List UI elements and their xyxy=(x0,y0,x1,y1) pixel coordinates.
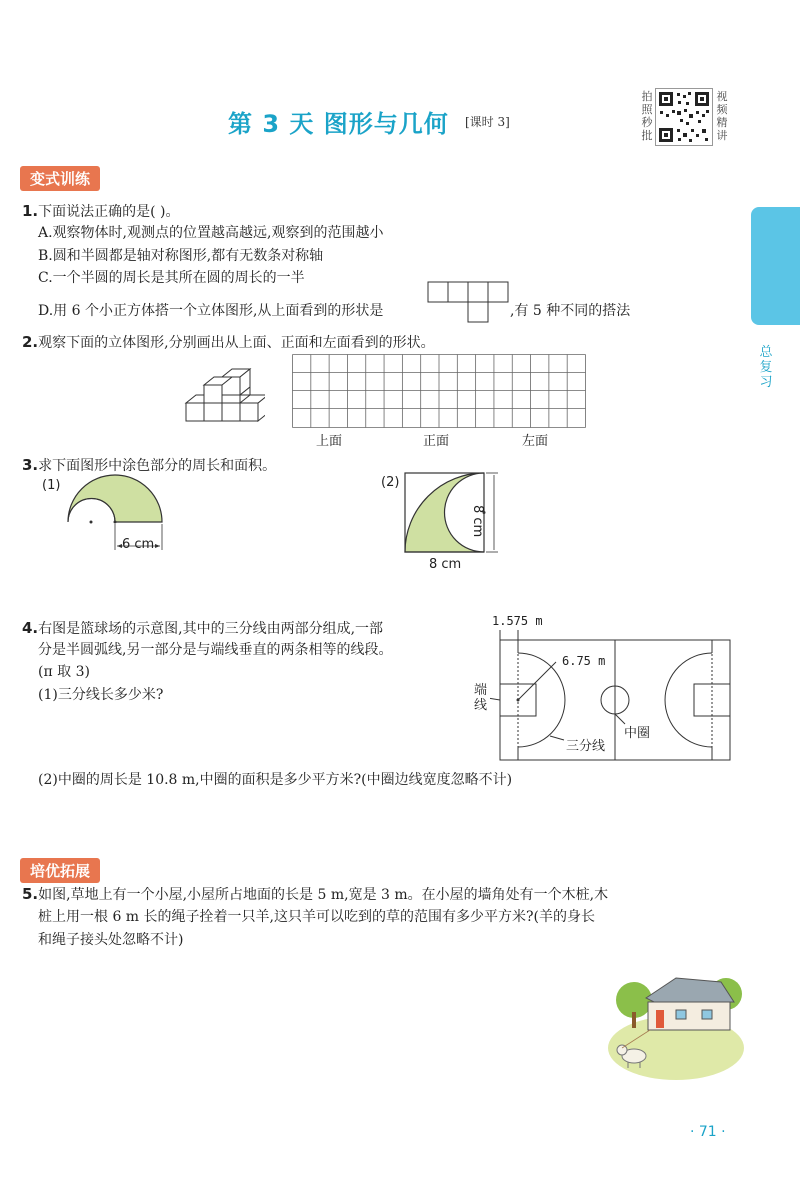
answer-grid[interactable] xyxy=(292,354,586,428)
figure-1-dimension: 6 cm xyxy=(122,537,155,552)
question-5-line2: 桩上用一根 6 m 长的绳子拴着一只羊,这只羊可以吃到的草的范围有多少平方米?(羊的身长 xyxy=(38,909,595,925)
court-dim-top: 1.575 m xyxy=(492,614,543,628)
side-tab[interactable] xyxy=(751,207,800,325)
figure-1-label: (1) xyxy=(42,478,61,493)
question-stem-line1: 右图是篮球场的示意图,其中的三分线由两部分组成,一部 xyxy=(38,621,384,637)
view-label-left: 左面 xyxy=(522,434,549,449)
view-label-top: 上面 xyxy=(316,434,343,449)
label-three-point-line: 三分线 xyxy=(566,739,606,754)
top-view-shape xyxy=(427,281,509,323)
figure-2-label: (2) xyxy=(381,475,400,490)
view-label-front: 正面 xyxy=(423,434,450,449)
label-center-circle: 中圈 xyxy=(624,726,651,741)
question-number: 5. xyxy=(22,885,39,903)
house-and-sheep-illustration xyxy=(606,968,746,1083)
figure-2-bottom-dimension: 8 cm xyxy=(429,557,462,572)
qr-code-icon[interactable] xyxy=(655,88,713,146)
basketball-court-diagram xyxy=(490,628,740,768)
question-number: 1. xyxy=(22,202,39,220)
court-dim-radius: 6.75 m xyxy=(562,654,606,668)
label-endline: 端线 xyxy=(474,683,488,713)
question-stem: 下面说法正确的是( )。 xyxy=(38,204,180,220)
figure-2-shaded-arcs xyxy=(400,472,510,558)
qr-left-text: 拍照秒批 xyxy=(641,90,653,142)
question-1 xyxy=(22,201,180,222)
figure-2-side-dimension: 8 cm xyxy=(470,505,485,538)
question-5-line3: 和绳子接头处忽略不计) xyxy=(38,932,184,948)
question-4-sub-2: (2)中圈的周长是 10.8 m,中圈的面积是多少平方米?(中圈边线宽度忽略不计) xyxy=(38,772,513,788)
side-tab-label: 总复习 xyxy=(759,345,773,390)
qr-right-text: 视频精讲 xyxy=(716,90,728,142)
option-c[interactable]: C.一个半圆的周长是其所在圆的周长的一半 xyxy=(38,270,305,286)
section-badge-practice: 变式训练 xyxy=(20,166,100,191)
option-a[interactable]: A.观察物体时,观测点的位置越高越远,观察到的范围越小 xyxy=(38,225,384,241)
question-stem: 求下面图形中涂色部分的周长和面积。 xyxy=(38,458,277,474)
page-number: · 71 · xyxy=(690,1124,726,1140)
question-4-sub-1: (1)三分线长多少米? xyxy=(38,687,164,703)
question-number: 4. xyxy=(22,619,39,637)
question-4-stem-line2: 分是半圆弧线,另一部分是与端线垂直的两条相等的线段。 xyxy=(38,642,393,658)
cube-stack-figure xyxy=(180,365,265,425)
option-b[interactable]: B.圆和半圆都是轴对称图形,都有无数条对称轴 xyxy=(38,248,324,264)
section-badge-extension: 培优拓展 xyxy=(20,858,100,883)
question-stem: 观察下面的立体图形,分别画出从上面、正面和左面看到的形状。 xyxy=(38,335,435,351)
option-d-text: D.用 6 个小正方体搭一个立体图形,从上面看到的形状是 xyxy=(38,303,384,319)
question-number: 2. xyxy=(22,333,39,351)
option-d[interactable] xyxy=(38,300,383,320)
question-5 xyxy=(22,884,608,905)
question-2 xyxy=(22,332,435,353)
option-d-suffix: ,有 5 种不同的搭法 xyxy=(510,303,631,319)
lesson-tag: [课时 3] xyxy=(465,115,510,129)
page-title: 第 3 天 图形与几何 xyxy=(228,110,449,138)
question-number: 3. xyxy=(22,456,39,474)
pi-note: (π 取 3) xyxy=(38,664,90,680)
question-stem-line1: 如图,草地上有一个小屋,小屋所占地面的长是 5 m,宽是 3 m。在小屋的墙角处有一个木桩,木 xyxy=(38,887,609,903)
question-4 xyxy=(22,618,383,639)
